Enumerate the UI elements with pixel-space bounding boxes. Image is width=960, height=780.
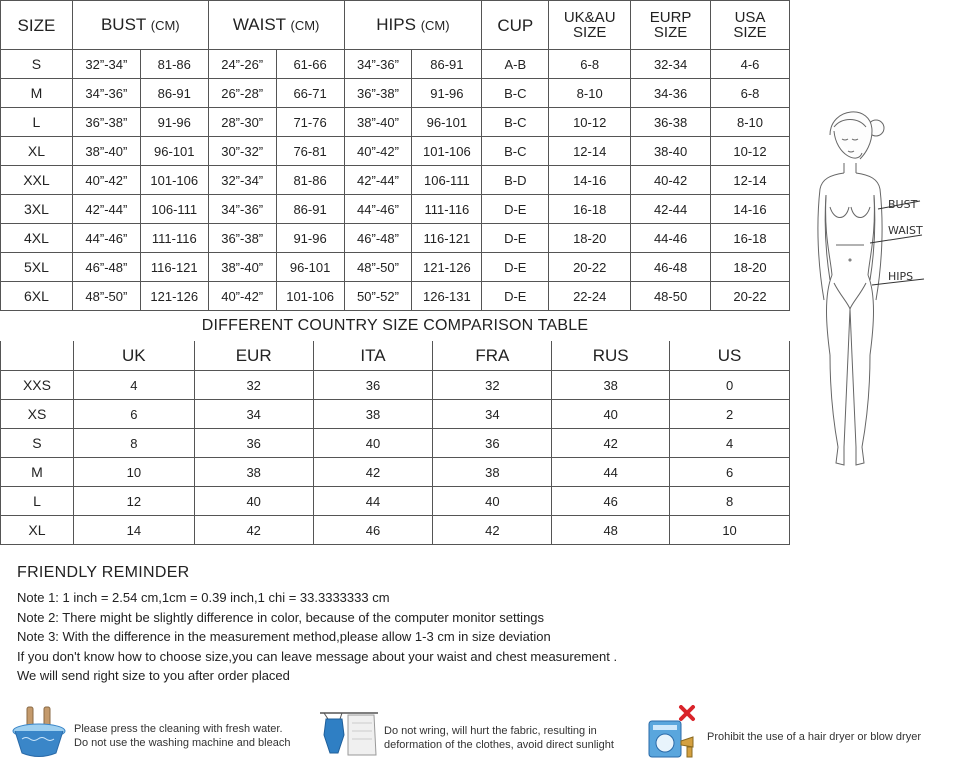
comparison-header-row (1, 341, 790, 371)
size-value-cell: 71-76 (276, 108, 344, 137)
size-value-cell: 24”-26” (208, 50, 276, 79)
size-value-cell: B-C (482, 108, 549, 137)
care-no-dryer (645, 705, 955, 765)
size-value-cell: 126-131 (412, 282, 482, 311)
comparison-country-header: FRA (433, 341, 552, 371)
size-value-cell: 34”-36” (208, 195, 276, 224)
comparison-row (1, 516, 790, 545)
comparison-value-cell: 10 (73, 458, 194, 487)
comparison-country-header: ITA (313, 341, 433, 371)
comparison-value-cell: 32 (433, 371, 552, 400)
comparison-country-header: EUR (194, 341, 313, 371)
waist-header (208, 1, 344, 50)
size-label-cell: XXL (1, 166, 73, 195)
size-value-cell: A-B (482, 50, 549, 79)
size-value-cell: 20-22 (549, 253, 631, 282)
size-value-cell: 86-91 (412, 50, 482, 79)
bust-label: BUST (888, 198, 918, 211)
size-row (1, 224, 790, 253)
size-row (1, 195, 790, 224)
country-size-comparison-table (0, 341, 790, 545)
size-value-cell: B-C (482, 137, 549, 166)
size-value-cell: 76-81 (276, 137, 344, 166)
size-header: SIZE (1, 1, 73, 50)
size-value-cell: 36”-38” (208, 224, 276, 253)
size-value-cell: 38”-40” (72, 137, 140, 166)
comparison-value-cell: 42 (552, 429, 670, 458)
size-value-cell: 10-12 (711, 137, 790, 166)
size-value-cell: B-C (482, 79, 549, 108)
wash-instruction-line1: Please press the cleaning with fresh water. (74, 723, 283, 735)
hips-header (344, 1, 482, 50)
ukau-header-line2: SIZE (573, 24, 607, 41)
comparison-value-cell: 12 (73, 487, 194, 516)
size-value-cell: 6-8 (711, 79, 790, 108)
size-value-cell: 91-96 (140, 108, 208, 137)
size-label-cell: 4XL (1, 224, 73, 253)
comparison-value-cell: 38 (194, 458, 313, 487)
size-value-cell: 86-91 (140, 79, 208, 108)
size-value-cell: 36”-38” (72, 108, 140, 137)
size-value-cell: 14-16 (549, 166, 631, 195)
size-value-cell: 40”-42” (344, 137, 412, 166)
wring-instruction-line2: deformation of the clothes, avoid direct sunlight (384, 739, 614, 751)
size-value-cell: 96-101 (276, 253, 344, 282)
waist-label: WAIST (888, 224, 923, 237)
comparison-value-cell: 40 (313, 429, 433, 458)
size-value-cell: 26”-28” (208, 79, 276, 108)
comparison-value-cell: 14 (73, 516, 194, 545)
bust-header (72, 1, 208, 50)
size-value-cell: 81-86 (276, 166, 344, 195)
comparison-table-title: DIFFERENT COUNTRY SIZE COMPARISON TABLE (201, 317, 589, 334)
size-value-cell: 18-20 (711, 253, 790, 282)
size-value-cell: 18-20 (549, 224, 631, 253)
comparison-value-cell: 40 (194, 487, 313, 516)
comparison-row (1, 371, 790, 400)
size-value-cell: 42”-44” (344, 166, 412, 195)
size-value-cell: 38”-40” (344, 108, 412, 137)
comparison-size-cell: M (1, 458, 74, 487)
size-label-cell: 6XL (1, 282, 73, 311)
size-value-cell: 111-116 (412, 195, 482, 224)
size-value-cell: 91-96 (276, 224, 344, 253)
ukau-size-header (549, 1, 631, 50)
comparison-value-cell: 2 (670, 400, 790, 429)
cup-header: CUP (482, 1, 549, 50)
comparison-country-header: RUS (552, 341, 670, 371)
comparison-size-cell: XS (1, 400, 74, 429)
size-label-cell: M (1, 79, 73, 108)
note-5: We will send right size to you after order placed (17, 668, 290, 683)
comparison-value-cell: 36 (313, 371, 433, 400)
size-value-cell: 16-18 (549, 195, 631, 224)
size-value-cell: 96-101 (412, 108, 482, 137)
size-value-cell: 34”-36” (344, 50, 412, 79)
comparison-size-cell: XXS (1, 371, 74, 400)
bust-unit: (CM) (150, 18, 180, 33)
size-value-cell: 4-6 (711, 50, 790, 79)
comparison-value-cell: 40 (433, 487, 552, 516)
hips-label: HIPS (888, 270, 914, 283)
size-value-cell: 36”-38” (344, 79, 412, 108)
size-row (1, 50, 790, 79)
comparison-value-cell: 44 (313, 487, 433, 516)
comparison-value-cell: 10 (670, 516, 790, 545)
note-2: Note 2: There might be slightly difference in color, because of the computer monitor settings (17, 609, 545, 625)
size-value-cell: 48”-50” (344, 253, 412, 282)
size-row (1, 282, 790, 311)
size-value-cell: 44-46 (631, 224, 711, 253)
waist-unit: (CM) (290, 18, 320, 33)
comparison-value-cell: 4 (73, 371, 194, 400)
size-value-cell: B-D (482, 166, 549, 195)
body-measurement-figure (800, 95, 950, 480)
comparison-value-cell: 4 (670, 429, 790, 458)
size-value-cell: 116-121 (412, 224, 482, 253)
size-label-cell: L (1, 108, 73, 137)
size-value-cell: 36-38 (631, 108, 711, 137)
size-value-cell: 8-10 (549, 79, 631, 108)
size-value-cell: 12-14 (711, 166, 790, 195)
comparison-value-cell: 38 (552, 371, 670, 400)
usa-header-line2: SIZE (733, 24, 767, 41)
size-value-cell: 20-22 (711, 282, 790, 311)
comparison-value-cell: 32 (194, 371, 313, 400)
comparison-value-cell: 44 (552, 458, 670, 487)
size-value-cell: 44”-46” (344, 195, 412, 224)
comparison-row (1, 400, 790, 429)
size-row (1, 79, 790, 108)
size-value-cell: 34”-36” (72, 79, 140, 108)
hang-dry-icon (318, 705, 380, 761)
size-value-cell: 81-86 (140, 50, 208, 79)
size-value-cell: 86-91 (276, 195, 344, 224)
care-hand-wash (10, 705, 320, 765)
size-value-cell: 91-96 (412, 79, 482, 108)
bust-header-label: BUST (100, 15, 147, 34)
size-value-cell: D-E (482, 224, 549, 253)
wring-instruction-line1: Do not wring, will hurt the fabric, resulting in (384, 725, 597, 737)
size-value-cell: 96-101 (140, 137, 208, 166)
size-value-cell: 12-14 (549, 137, 631, 166)
size-value-cell: 38”-40” (208, 253, 276, 282)
comparison-value-cell: 38 (313, 400, 433, 429)
size-chart-table (0, 0, 790, 311)
comparison-value-cell: 8 (670, 487, 790, 516)
size-value-cell: 6-8 (549, 50, 631, 79)
comparison-value-cell: 6 (670, 458, 790, 487)
reminder-title: FRIENDLY REMINDER (17, 564, 190, 581)
size-value-cell: 14-16 (711, 195, 790, 224)
size-label-cell: 3XL (1, 195, 73, 224)
comparison-value-cell: 34 (433, 400, 552, 429)
size-value-cell: 48”-50” (72, 282, 140, 311)
note-4: If you don't know how to choose size,you can leave message about your waist and chest measurement . (17, 648, 618, 664)
size-label-cell: XL (1, 137, 73, 166)
size-chart-header-row (1, 1, 790, 50)
size-value-cell: 121-126 (140, 282, 208, 311)
comparison-size-cell: S (1, 429, 74, 458)
eurp-header-line1: EURP (649, 9, 692, 26)
comparison-country-header: UK (73, 341, 194, 371)
comparison-value-cell: 36 (433, 429, 552, 458)
size-value-cell: 101-106 (412, 137, 482, 166)
comparison-size-cell: XL (1, 516, 74, 545)
size-value-cell: 34-36 (631, 79, 711, 108)
comparison-value-cell: 34 (194, 400, 313, 429)
size-value-cell: D-E (482, 195, 549, 224)
comparison-corner-cell (1, 341, 74, 371)
size-value-cell: 106-111 (412, 166, 482, 195)
size-value-cell: 30”-32” (208, 137, 276, 166)
comparison-value-cell: 46 (313, 516, 433, 545)
dryer-instruction: Prohibit the use of a hair dryer or blow dryer (707, 731, 921, 743)
size-value-cell: 111-116 (140, 224, 208, 253)
size-value-cell: 50”-52” (344, 282, 412, 311)
size-value-cell: 32”-34” (208, 166, 276, 195)
size-value-cell: 8-10 (711, 108, 790, 137)
comparison-value-cell: 42 (433, 516, 552, 545)
comparison-value-cell: 6 (73, 400, 194, 429)
note-3: Note 3: With the difference in the measurement method,please allow 1-3 cm in size deviation (17, 629, 551, 644)
size-value-cell: 66-71 (276, 79, 344, 108)
size-row (1, 137, 790, 166)
waist-header-label: WAIST (232, 15, 286, 34)
size-value-cell: 40-42 (631, 166, 711, 195)
hand-wash-icon (10, 705, 68, 761)
size-value-cell: 121-126 (412, 253, 482, 282)
hips-unit: (CM) (420, 18, 450, 33)
size-value-cell: 40”-42” (72, 166, 140, 195)
usa-size-header (711, 1, 790, 50)
size-label-cell: 5XL (1, 253, 73, 282)
size-value-cell: 101-106 (276, 282, 344, 311)
comparison-value-cell: 36 (194, 429, 313, 458)
comparison-value-cell: 40 (552, 400, 670, 429)
size-value-cell: 38-40 (631, 137, 711, 166)
comparison-row (1, 458, 790, 487)
comparison-value-cell: 0 (670, 371, 790, 400)
size-value-cell: 16-18 (711, 224, 790, 253)
size-value-cell: D-E (482, 253, 549, 282)
comparison-row (1, 429, 790, 458)
size-row (1, 166, 790, 195)
size-row (1, 108, 790, 137)
size-value-cell: 46”-48” (72, 253, 140, 282)
size-value-cell: 61-66 (276, 50, 344, 79)
comparison-value-cell: 8 (73, 429, 194, 458)
eurp-header-line2: SIZE (653, 24, 688, 41)
comparison-value-cell: 42 (194, 516, 313, 545)
comparison-row (1, 487, 790, 516)
comparison-size-cell: L (1, 487, 74, 516)
size-value-cell: 42”-44” (72, 195, 140, 224)
size-value-cell: 101-106 (140, 166, 208, 195)
hips-header-label: HIPS (376, 15, 416, 34)
eurp-size-header (631, 1, 711, 50)
friendly-reminder (17, 564, 777, 686)
size-value-cell: D-E (482, 282, 549, 311)
size-value-cell: 46”-48” (344, 224, 412, 253)
no-dryer-icon (645, 705, 703, 761)
ukau-header-line1: UK&AU (563, 9, 616, 26)
size-value-cell: 44”-46” (72, 224, 140, 253)
usa-header-line1: USA (734, 9, 766, 26)
care-no-wring (318, 705, 648, 765)
size-value-cell: 42-44 (631, 195, 711, 224)
size-value-cell: 28”-30” (208, 108, 276, 137)
size-value-cell: 106-111 (140, 195, 208, 224)
comparison-value-cell: 48 (552, 516, 670, 545)
size-value-cell: 46-48 (631, 253, 711, 282)
care-instructions (0, 705, 960, 765)
size-value-cell: 32”-34” (72, 50, 140, 79)
size-value-cell: 40”-42” (208, 282, 276, 311)
comparison-value-cell: 38 (433, 458, 552, 487)
comparison-value-cell: 42 (313, 458, 433, 487)
size-value-cell: 10-12 (549, 108, 631, 137)
comparison-country-header: US (670, 341, 790, 371)
size-value-cell: 48-50 (631, 282, 711, 311)
size-value-cell: 116-121 (140, 253, 208, 282)
wash-instruction-line2: Do not use the washing machine and bleach (74, 737, 291, 749)
size-value-cell: 32-34 (631, 50, 711, 79)
size-row (1, 253, 790, 282)
size-label-cell: S (1, 50, 73, 79)
size-value-cell: 22-24 (549, 282, 631, 311)
note-1: Note 1: 1 inch = 2.54 cm,1cm = 0.39 inch,1 chi = 33.3333333 cm (17, 590, 390, 605)
comparison-value-cell: 46 (552, 487, 670, 516)
